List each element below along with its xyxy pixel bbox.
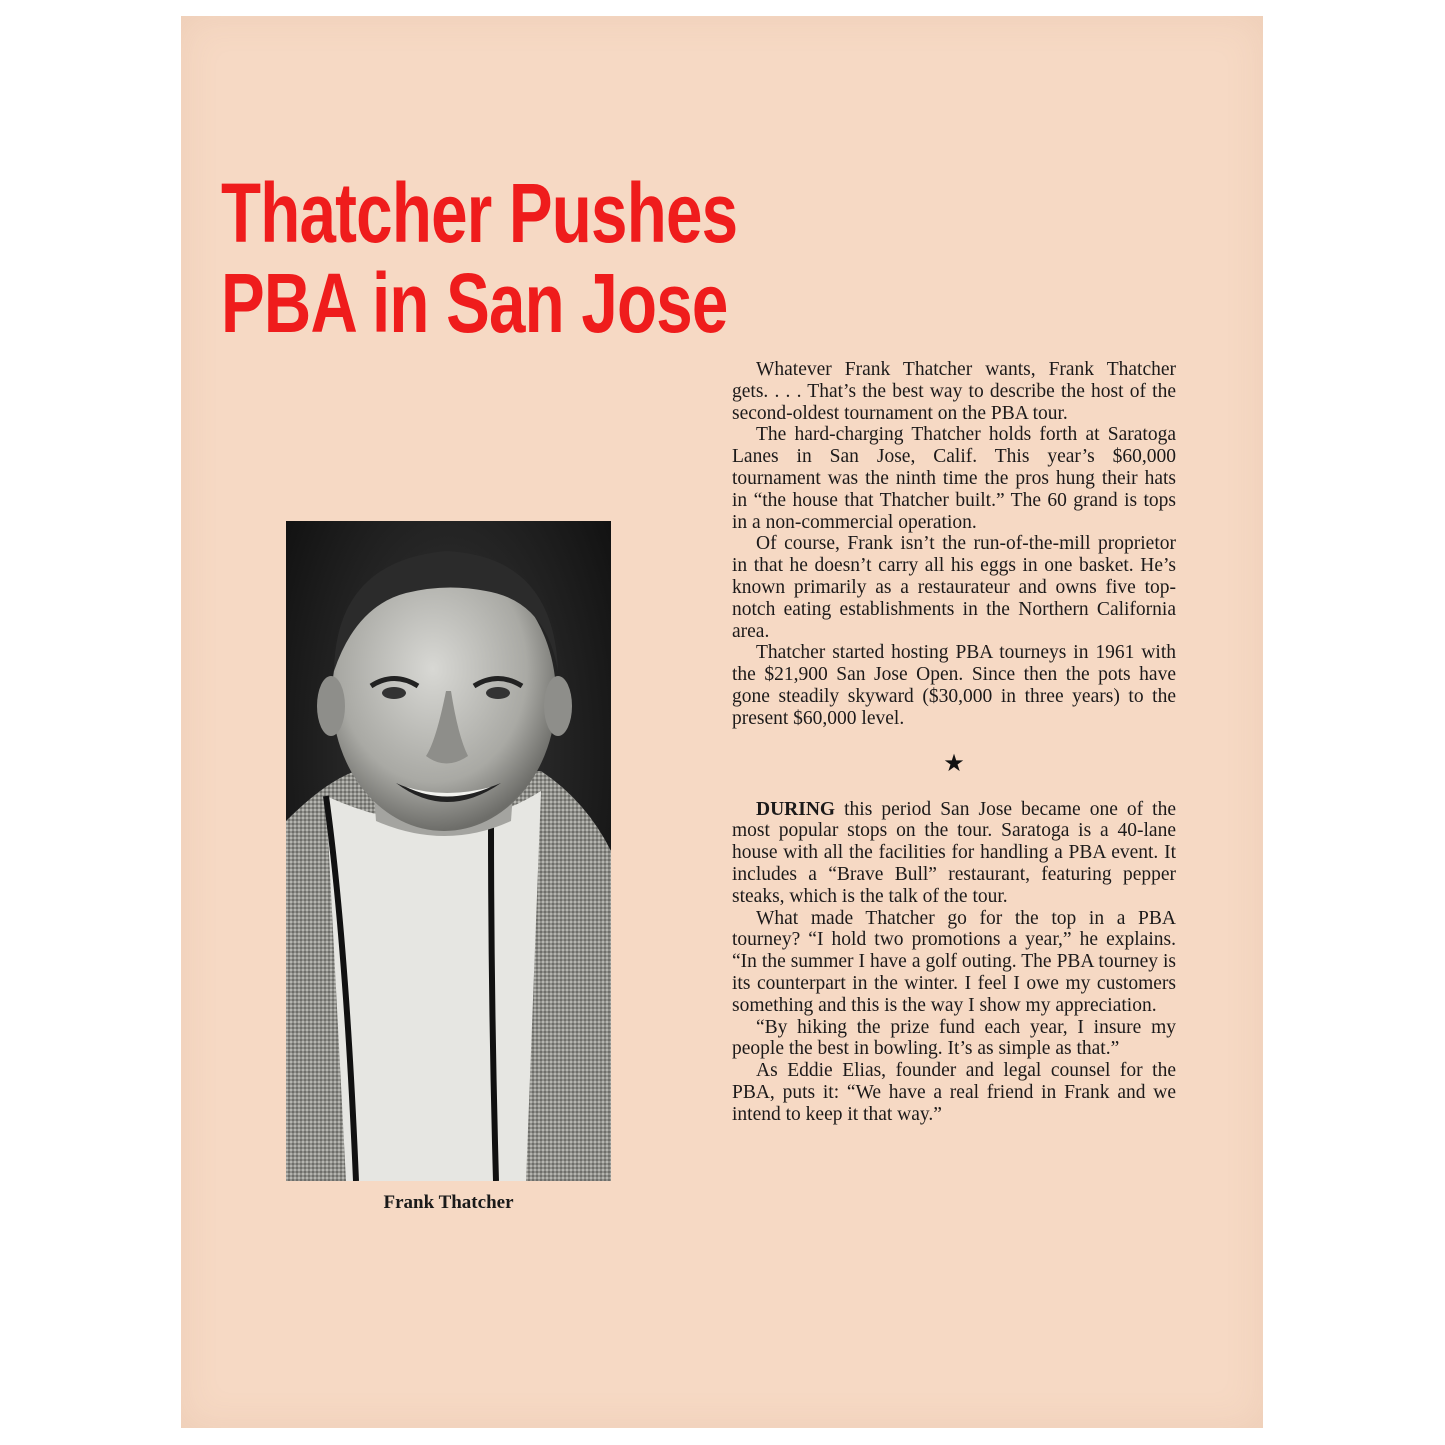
- article-paragraph: As Eddie Elias, founder and legal counsel for the PBA, puts it: “We have a real friend in Frank and we intend to keep it that way.”: [732, 1060, 1176, 1125]
- article-paragraph: Thatcher started hosting PBA tourneys in 1961 with the $21,900 San Jose Open. Since then the pots have gone steadily skyward ($30,000 in three years) to the present $60,000 level.: [732, 642, 1176, 729]
- article-paragraph: What made Thatcher go for the top in a PBA tourney? “I hold two promotions a year,” he explains. “In the summer I have a golf outing. The PBA tourney is its counterpart in the winter. I feel I owe my customers something and this is the way I show my appreciation.: [732, 907, 1176, 1016]
- article-body: [732, 359, 1176, 1126]
- article-paragraph: “By hiking the prize fund each year, I insure my people the best in bowling. It’s as simple as that.”: [732, 1016, 1176, 1060]
- photo-caption: Frank Thatcher: [383, 1192, 514, 1213]
- headline-line-1: Thatcher Pushes: [221, 166, 738, 260]
- article-paragraph: [732, 799, 1176, 908]
- section-lead-text: this period San Jose became one of the most popular stops on the tour. Saratoga is a 40-lane house with all the facilities for handling a PBA event. It includes a “Brave Bull” restaurant, featuring pepper steaks, which is the talk of the tour.: [732, 798, 1176, 907]
- article-paragraph: Whatever Frank Thatcher wants, Frank Thatcher gets. . . . That’s the best way to describe the host of the second-oldest tournament on the PBA tour.: [732, 359, 1176, 424]
- headline-line-2: PBA in San Jose: [221, 256, 728, 350]
- portrait-photo: [286, 521, 611, 1181]
- section-lead-word: DURING: [756, 798, 836, 820]
- headline: [221, 168, 737, 348]
- portrait-illustration: [286, 521, 611, 1181]
- article-paragraph: Of course, Frank isn’t the run-of-the-mill proprietor in that he doesn’t carry all his eggs in one basket. He’s known primarily as a restaurateur and owns five top-notch eating establishments in the Northern California area.: [732, 533, 1176, 642]
- article-paragraph: The hard-charging Thatcher holds forth at Saratoga Lanes in San Jose, Calif. This year’s $60,000 tournament was the ninth time the pros hung their hats in “the house that Thatcher built.” The 60 grand is tops in a non-commercial operation.: [732, 424, 1176, 533]
- magazine-page: [181, 16, 1263, 1428]
- section-break-star-icon: ★: [943, 750, 965, 777]
